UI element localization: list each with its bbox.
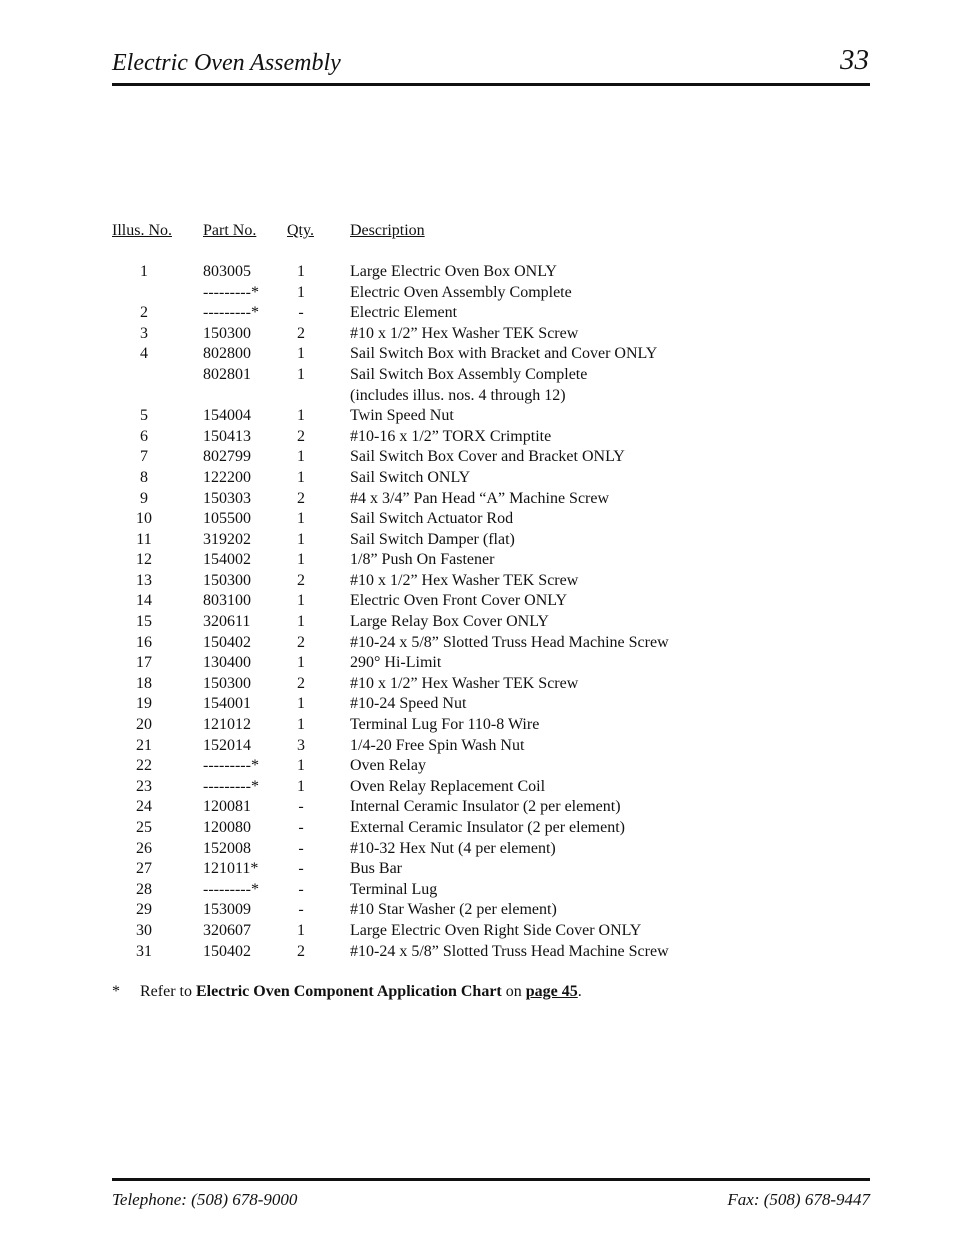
cell-description: Large Relay Box Cover ONLY bbox=[350, 613, 549, 631]
page-title: Electric Oven Assembly bbox=[112, 50, 341, 76]
cell-qty: 1 bbox=[297, 757, 305, 775]
cell-part-no: 152008 bbox=[203, 839, 251, 857]
cell-part-no: 121012 bbox=[203, 716, 251, 734]
cell-illus-no: 20 bbox=[136, 716, 152, 734]
cell-part-no: 803005 bbox=[203, 262, 251, 280]
cell-qty: - bbox=[298, 901, 304, 919]
cell-part-no: 150413 bbox=[203, 427, 251, 445]
cell-description: External Ceramic Insulator (2 per element) bbox=[350, 819, 625, 837]
footnote-prefix: Refer to bbox=[140, 983, 196, 1000]
cell-qty: - bbox=[298, 819, 304, 837]
cell-part-no: 154004 bbox=[203, 407, 251, 425]
cell-illus-no: 22 bbox=[136, 757, 152, 775]
cell-part-no: ---------* bbox=[203, 283, 259, 301]
cell-qty: 1 bbox=[297, 510, 305, 528]
cell-part-no: 802799 bbox=[203, 448, 251, 466]
cell-qty: 2 bbox=[297, 571, 305, 589]
cell-description: (includes illus. nos. 4 through 12) bbox=[350, 386, 566, 404]
cell-qty: - bbox=[298, 798, 304, 816]
cell-description: Bus Bar bbox=[350, 860, 402, 878]
cell-illus-no: 14 bbox=[136, 592, 152, 610]
cell-illus-no: 30 bbox=[136, 921, 152, 939]
cell-qty: 1 bbox=[297, 345, 305, 363]
cell-description: Electric Oven Front Cover ONLY bbox=[350, 592, 568, 610]
cell-description: #10-16 x 1/2” TORX Crimptite bbox=[350, 427, 552, 445]
cell-qty: 2 bbox=[297, 942, 305, 960]
footnote-middle: on bbox=[501, 983, 526, 1000]
cell-part-no: 802801 bbox=[203, 365, 251, 383]
cell-illus-no: 16 bbox=[136, 633, 152, 651]
cell-illus-no: 24 bbox=[136, 798, 152, 816]
cell-illus-no: 18 bbox=[136, 674, 152, 692]
cell-illus-no: 19 bbox=[136, 695, 152, 713]
cell-description: #10 x 1/2” Hex Washer TEK Screw bbox=[350, 571, 579, 589]
cell-description: Sail Switch ONLY bbox=[350, 468, 471, 486]
cell-illus-no: 1 bbox=[140, 262, 148, 280]
cell-qty: - bbox=[298, 839, 304, 857]
cell-part-no: 150402 bbox=[203, 633, 251, 651]
cell-part-no: ---------* bbox=[203, 757, 259, 775]
cell-description: #10-32 Hex Nut (4 per element) bbox=[350, 839, 556, 857]
cell-part-no: 152014 bbox=[203, 736, 251, 754]
cell-qty: 1 bbox=[297, 654, 305, 672]
cell-qty: 1 bbox=[297, 530, 305, 548]
footnote-chart-name: Electric Oven Component Application Chart bbox=[195, 983, 502, 1000]
cell-part-no: 150300 bbox=[203, 324, 251, 342]
cell-qty: 1 bbox=[297, 551, 305, 569]
cell-part-no: 802800 bbox=[203, 345, 251, 363]
cell-description: Large Electric Oven Right Side Cover ONLY bbox=[350, 921, 642, 939]
cell-qty: 2 bbox=[297, 489, 305, 507]
cell-part-no: 121011* bbox=[203, 860, 259, 878]
cell-illus-no: 3 bbox=[140, 324, 148, 342]
cell-description: #10-24 x 5/8” Slotted Truss Head Machine Screw bbox=[350, 633, 669, 651]
cell-illus-no: 5 bbox=[140, 407, 148, 425]
cell-part-no: ---------* bbox=[203, 304, 259, 322]
cell-description: Terminal Lug For 110-8 Wire bbox=[350, 716, 540, 734]
cell-illus-no: 29 bbox=[136, 901, 152, 919]
cell-description: 1/4-20 Free Spin Wash Nut bbox=[350, 736, 525, 754]
cell-illus-no: 31 bbox=[136, 942, 152, 960]
cell-qty: 1 bbox=[297, 468, 305, 486]
cell-part-no: 320611 bbox=[203, 613, 251, 631]
cell-part-no: 319202 bbox=[203, 530, 251, 548]
page-link[interactable]: page 45 bbox=[525, 983, 578, 1000]
cell-illus-no: 6 bbox=[140, 427, 148, 445]
cell-part-no: 122200 bbox=[203, 468, 251, 486]
cell-qty: - bbox=[298, 880, 304, 898]
cell-description: #4 x 3/4” Pan Head “A” Machine Screw bbox=[350, 489, 610, 507]
cell-qty: 1 bbox=[297, 448, 305, 466]
page-number: 33 bbox=[840, 44, 869, 76]
cell-description: #10-24 x 5/8” Slotted Truss Head Machine Screw bbox=[350, 942, 669, 960]
cell-qty: 1 bbox=[297, 716, 305, 734]
cell-description: #10 x 1/2” Hex Washer TEK Screw bbox=[350, 674, 579, 692]
cell-illus-no: 27 bbox=[136, 860, 152, 878]
cell-qty: 1 bbox=[297, 613, 305, 631]
cell-description: Sail Switch Actuator Rod bbox=[350, 510, 514, 528]
cell-qty: 1 bbox=[297, 283, 305, 301]
cell-qty: 1 bbox=[297, 365, 305, 383]
cell-part-no: 154001 bbox=[203, 695, 251, 713]
cell-illus-no: 7 bbox=[140, 448, 148, 466]
cell-description: Terminal Lug bbox=[350, 880, 438, 898]
cell-qty: 1 bbox=[297, 777, 305, 795]
cell-part-no: ---------* bbox=[203, 777, 259, 795]
cell-part-no: 150303 bbox=[203, 489, 251, 507]
cell-description: 1/8” Push On Fastener bbox=[350, 551, 495, 569]
cell-illus-no: 25 bbox=[136, 819, 152, 837]
cell-part-no: 120081 bbox=[203, 798, 251, 816]
cell-illus-no: 26 bbox=[136, 839, 152, 857]
cell-illus-no: 10 bbox=[136, 510, 152, 528]
cell-description: #10-24 Speed Nut bbox=[350, 695, 467, 713]
cell-qty: - bbox=[298, 304, 304, 322]
cell-illus-no: 17 bbox=[136, 654, 152, 672]
cell-part-no: 150300 bbox=[203, 571, 251, 589]
footer-telephone: Telephone: (508) 678-9000 bbox=[112, 1190, 298, 1209]
cell-qty: 2 bbox=[297, 427, 305, 445]
column-header-part: Part No. bbox=[203, 222, 257, 239]
cell-description: Large Electric Oven Box ONLY bbox=[350, 262, 557, 280]
footnote bbox=[112, 983, 582, 1001]
cell-qty: - bbox=[298, 860, 304, 878]
cell-illus-no: 15 bbox=[136, 613, 152, 631]
cell-illus-no: 11 bbox=[136, 530, 152, 548]
cell-part-no: 153009 bbox=[203, 901, 251, 919]
cell-qty: 2 bbox=[297, 674, 305, 692]
cell-description: #10 x 1/2” Hex Washer TEK Screw bbox=[350, 324, 579, 342]
cell-description: Sail Switch Box Assembly Complete bbox=[350, 365, 588, 383]
footer-fax: Fax: (508) 678-9447 bbox=[727, 1190, 870, 1209]
footnote-mark: * bbox=[112, 983, 120, 1000]
cell-part-no: ---------* bbox=[203, 880, 259, 898]
cell-description: 290° Hi-Limit bbox=[350, 654, 442, 672]
cell-illus-no: 28 bbox=[136, 880, 152, 898]
cell-qty: 2 bbox=[297, 633, 305, 651]
cell-qty: 1 bbox=[297, 262, 305, 280]
cell-part-no: 105500 bbox=[203, 510, 251, 528]
cell-illus-no: 2 bbox=[140, 304, 148, 322]
column-header-qty: Qty. bbox=[287, 222, 314, 239]
cell-part-no: 120080 bbox=[203, 819, 251, 837]
cell-part-no: 130400 bbox=[203, 654, 251, 672]
cell-illus-no: 4 bbox=[140, 345, 148, 363]
column-header-description: Description bbox=[350, 222, 425, 239]
cell-description: #10 Star Washer (2 per element) bbox=[350, 901, 557, 919]
cell-description: Sail Switch Box Cover and Bracket ONLY bbox=[350, 448, 625, 466]
cell-part-no: 803100 bbox=[203, 592, 251, 610]
footnote-suffix: . bbox=[577, 983, 582, 1000]
cell-illus-no: 8 bbox=[140, 468, 148, 486]
cell-part-no: 150402 bbox=[203, 942, 251, 960]
cell-illus-no: 12 bbox=[136, 551, 152, 569]
cell-description: Sail Switch Damper (flat) bbox=[350, 530, 515, 548]
column-header-illus: Illus. No. bbox=[112, 222, 172, 239]
cell-qty: 3 bbox=[297, 736, 305, 754]
cell-qty: 2 bbox=[297, 324, 305, 342]
cell-qty: 1 bbox=[297, 592, 305, 610]
cell-description: Twin Speed Nut bbox=[350, 407, 454, 425]
cell-illus-no: 21 bbox=[136, 736, 152, 754]
cell-description: Electric Oven Assembly Complete bbox=[350, 283, 572, 301]
cell-description: Oven Relay bbox=[350, 757, 426, 775]
cell-qty: 1 bbox=[297, 921, 305, 939]
cell-part-no: 150300 bbox=[203, 674, 251, 692]
cell-description: Internal Ceramic Insulator (2 per element) bbox=[350, 798, 621, 816]
cell-illus-no: 13 bbox=[136, 571, 152, 589]
footer-divider bbox=[112, 1178, 870, 1181]
header-divider bbox=[112, 83, 870, 86]
cell-illus-no: 9 bbox=[140, 489, 148, 507]
cell-qty: 1 bbox=[297, 407, 305, 425]
cell-part-no: 320607 bbox=[203, 921, 251, 939]
cell-description: Oven Relay Replacement Coil bbox=[350, 777, 546, 795]
cell-description: Sail Switch Box with Bracket and Cover ONLY bbox=[350, 345, 658, 363]
cell-description: Electric Element bbox=[350, 304, 458, 322]
cell-illus-no: 23 bbox=[136, 777, 152, 795]
cell-part-no: 154002 bbox=[203, 551, 251, 569]
cell-qty: 1 bbox=[297, 695, 305, 713]
